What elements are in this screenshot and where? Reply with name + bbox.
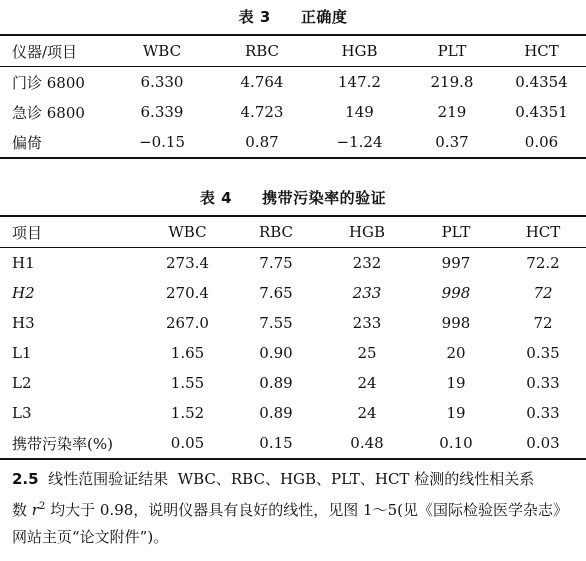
table-cell: 0.89 — [259, 404, 293, 422]
table-cell: 4.723 — [240, 103, 284, 121]
table-cell: 0.89 — [259, 374, 293, 392]
table-cell: 0.05 — [170, 434, 205, 452]
table3-header-cell: RBC — [244, 42, 280, 60]
table-cell: 219.8 — [430, 73, 474, 91]
paragraph-text-2: 均大于 0.98，说明仪器具有良好的线性，见图 1～5(见《国际检验医学杂志》网站主页“论文附件”)。 — [12, 501, 569, 546]
table-cell: 1.65 — [170, 344, 205, 362]
table-cell: 携带污染率(%) — [12, 434, 113, 453]
table-row — [0, 308, 586, 338]
table-cell: 149 — [345, 103, 374, 121]
table-cell: 232 — [352, 254, 382, 272]
table4-header-cell: 项目 — [12, 223, 43, 242]
table-cell: 7.55 — [259, 314, 293, 332]
table-cell: 19 — [446, 404, 466, 422]
table-cell: 0.35 — [526, 344, 560, 362]
table-cell: H3 — [12, 314, 35, 332]
results-paragraph — [0, 466, 586, 551]
table3-caption — [0, 7, 586, 27]
table-row — [0, 278, 586, 308]
table-row — [0, 127, 586, 158]
table-cell: 0.10 — [439, 434, 473, 452]
table-cell: 0.90 — [259, 344, 293, 362]
table-cell: 0.48 — [350, 434, 384, 452]
table3-title: 正确度 — [300, 8, 348, 26]
table-cell: 4.764 — [240, 73, 284, 91]
math-symbol: r — [31, 501, 39, 519]
table3-header-row — [0, 35, 586, 67]
table-row — [0, 428, 586, 459]
table-cell: 1.55 — [170, 374, 205, 392]
table-cell: L2 — [12, 374, 32, 392]
table-cell: 270.4 — [166, 284, 209, 302]
table-cell: 6.330 — [140, 73, 184, 91]
table-cell: 7.65 — [259, 284, 293, 302]
table-cell: H1 — [12, 254, 35, 272]
table-cell: 147.2 — [338, 73, 381, 91]
math-superscript: 2 — [38, 501, 46, 512]
table-cell: 0.37 — [435, 133, 469, 151]
table-cell: 0.03 — [526, 434, 560, 452]
table-cell: 219 — [437, 103, 467, 121]
table-cell: 0.4354 — [515, 73, 568, 91]
table4-header-cell: WBC — [168, 223, 207, 241]
table4-caption — [0, 188, 586, 208]
table-cell: 72.2 — [526, 254, 560, 272]
table-cell: 7.75 — [259, 254, 293, 272]
table-cell: 24 — [357, 404, 377, 422]
table-cell: 273.4 — [166, 254, 209, 272]
table3-header-cell: HGB — [341, 42, 378, 60]
table-row — [0, 368, 586, 398]
table4-header-row — [0, 216, 586, 248]
table-cell: 0.87 — [245, 133, 279, 151]
table4-header-cell: HGB — [348, 223, 386, 241]
table-row — [0, 67, 586, 98]
table3-header-cell: WBC — [142, 42, 182, 60]
table-cell: 急诊 6800 — [12, 103, 85, 122]
table-row — [0, 338, 586, 368]
table3-header-cell: 仪器/项目 — [12, 42, 78, 61]
table-cell: 25 — [357, 344, 377, 362]
table-cell: 24 — [357, 374, 377, 392]
table-cell: 233 — [352, 314, 382, 332]
table4-header-cell: HCT — [525, 223, 561, 241]
table-cell: 0.4351 — [515, 103, 568, 121]
table-cell: 1.52 — [170, 404, 205, 422]
table-cell: −1.24 — [336, 133, 383, 151]
table3-header-cell: PLT — [437, 42, 467, 60]
table-row — [0, 248, 586, 279]
table-cell: 72 — [533, 314, 553, 332]
table-cell: H2 — [12, 284, 35, 302]
section-title: 线性范围验证结果 — [48, 470, 169, 488]
table-cell: 267.0 — [166, 314, 209, 332]
table-cell: 偏倚 — [12, 133, 43, 152]
table-cell: 0.33 — [526, 374, 560, 392]
table3-label: 表 3 — [238, 8, 271, 26]
table-cell: 997 — [441, 254, 471, 272]
table3 — [0, 34, 586, 159]
table-cell: 998 — [441, 314, 471, 332]
table-cell: −0.15 — [139, 133, 185, 151]
table-row — [0, 398, 586, 428]
paragraph-text-1: WBC、RBC、HGB、PLT、HCT 检测的线性相关系数 — [12, 470, 535, 519]
table-cell: 0.06 — [524, 133, 559, 151]
table-cell: L3 — [12, 404, 32, 422]
table-cell: 20 — [446, 344, 466, 362]
table-row — [0, 97, 586, 127]
table-cell: 0.15 — [259, 434, 293, 452]
table4-header-cell: PLT — [441, 223, 471, 241]
table4-label: 表 4 — [199, 189, 233, 207]
table-cell: 233 — [352, 284, 382, 302]
table4 — [0, 215, 586, 460]
table4-header-cell: RBC — [258, 223, 294, 241]
table-cell: 6.339 — [140, 103, 184, 121]
table-cell: 0.33 — [526, 404, 560, 422]
table3-header-cell: HCT — [524, 42, 559, 60]
section-number: 2.5 — [12, 470, 39, 488]
table-cell: 门诊 6800 — [12, 73, 85, 92]
table-cell: L1 — [12, 344, 32, 362]
table-cell: 19 — [446, 374, 466, 392]
table-cell: 72 — [533, 284, 553, 302]
table-cell: 998 — [441, 284, 471, 302]
table4-title: 携带污染率的验证 — [262, 189, 387, 207]
